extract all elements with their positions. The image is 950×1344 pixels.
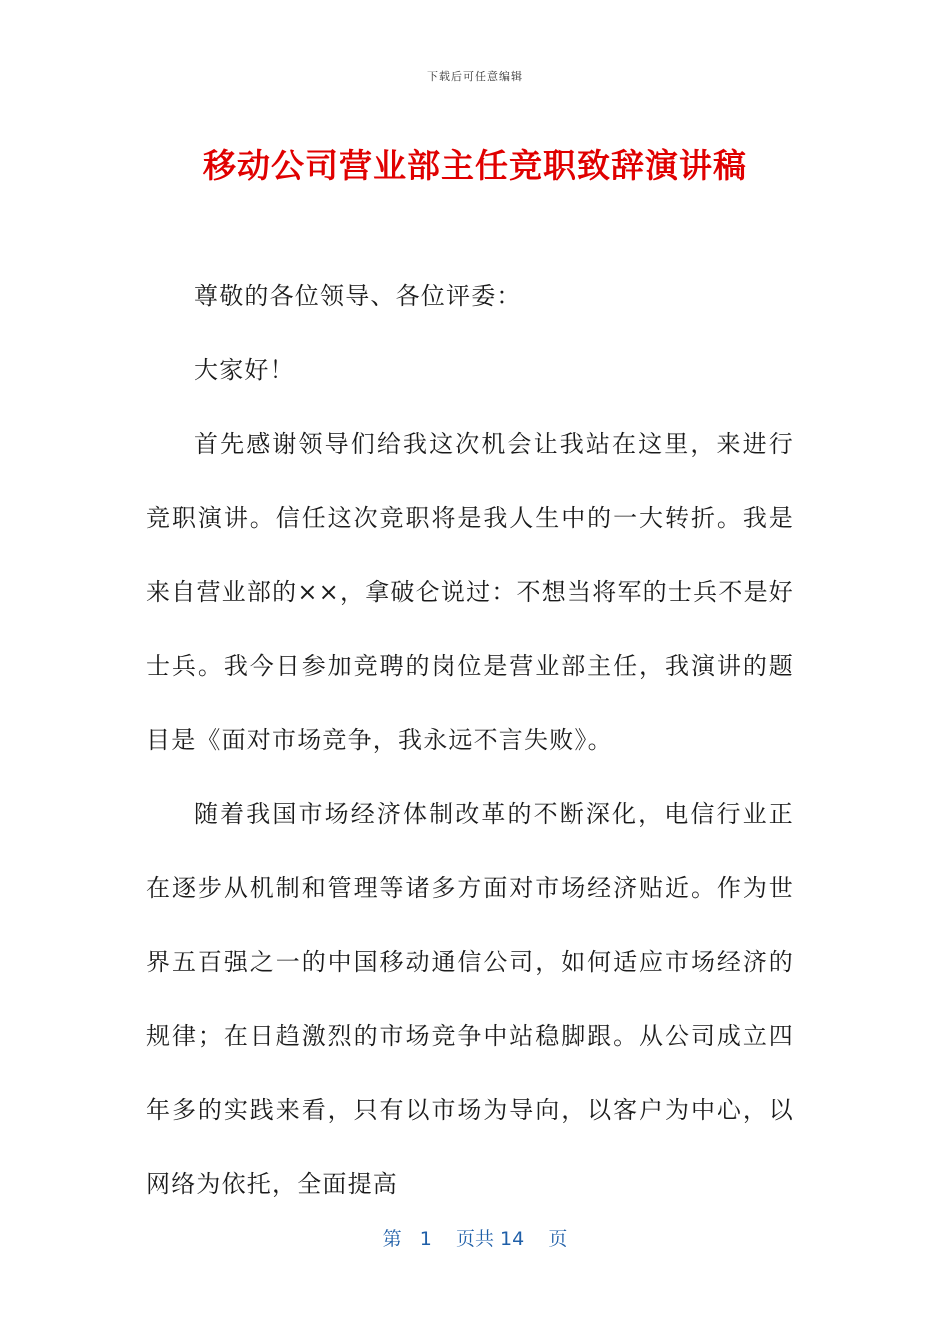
paragraph-greeting: 大家好！ [194, 356, 295, 384]
page-footer [0, 1224, 950, 1251]
footer-prefix: 第 [382, 1228, 402, 1250]
paragraph-salutation: 尊敬的各位领导、各位评委： [194, 282, 522, 310]
paragraph-introduction: 首先感谢领导们给我这次机会让我站在这里，来进行竞职演讲。信任这次竞职将是我人生中的一大转折。我是来自营业部的××，拿破仑说过：不想当将军的士兵不是好士兵。我今日参加竞聘的岗位是营业部主任，我演讲的题目是《面对市场竞争，我永远不言失败》。 [146, 430, 794, 754]
footer-suffix: 页 [548, 1228, 568, 1250]
paragraph-background: 随着我国市场经济体制改革的不断深化，电信行业正在逐步从机制和管理等诸多方面对市场经济贴近。作为世界五百强之一的中国移动通信公司，如何适应市场经济的规律；在日趋激烈的市场竞争中站稳脚跟。从公司成立四年多的实践来看，只有以市场为导向，以客户为中心，以网络为依托，全面提高 [146, 800, 794, 1198]
footer-current-page: 1 [419, 1228, 432, 1250]
header-note: 下载后可任意编辑 [427, 70, 523, 83]
document-body [146, 259, 794, 1221]
document-title: 移动公司营业部主任竞职致辞演讲稿 [203, 146, 747, 185]
footer-middle: 页共 [455, 1228, 494, 1250]
footer-total-pages: 14 [500, 1228, 525, 1250]
